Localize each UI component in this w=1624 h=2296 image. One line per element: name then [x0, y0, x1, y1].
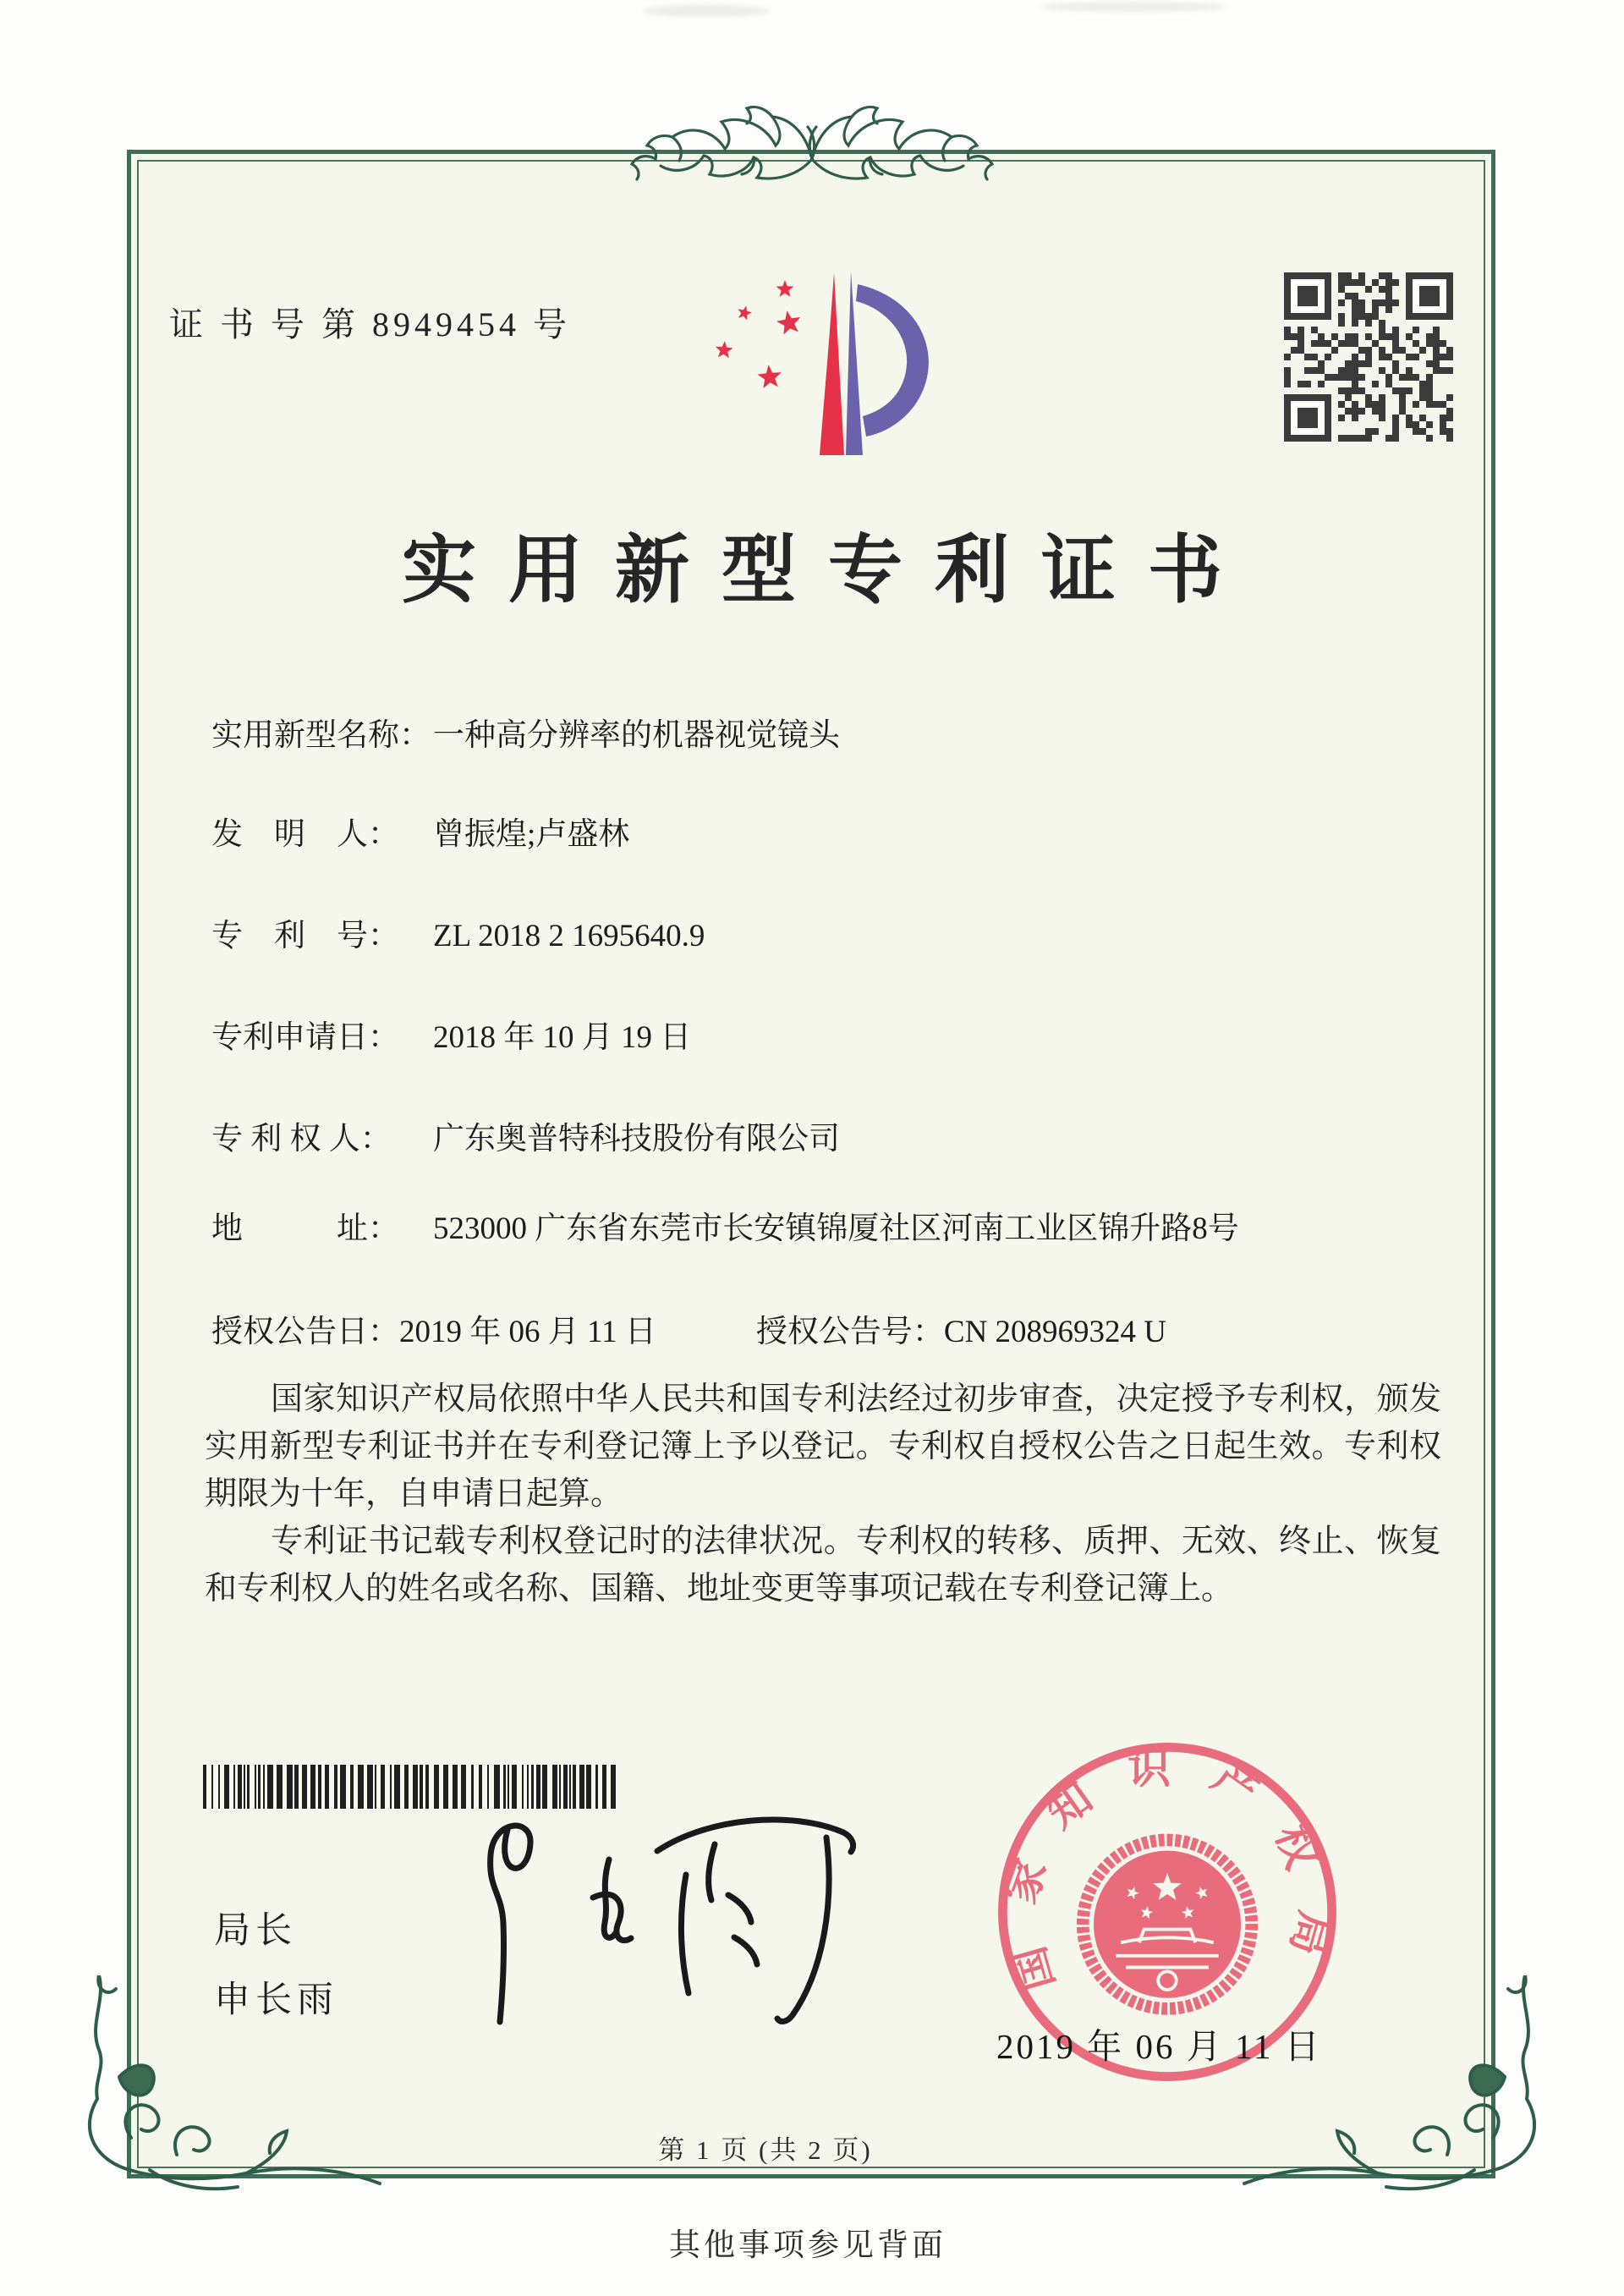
- page-number: 第 1 页 (共 2 页): [658, 2135, 873, 2165]
- field-label: 授权公告日：: [211, 1315, 399, 1349]
- field-row-patent-number: [211, 915, 705, 958]
- star-icon: [757, 365, 781, 388]
- field-value: 2018 年 10 月 19 日: [433, 1020, 692, 1055]
- legal-paragraph-2: 专利证书记载专利权登记时的法律状况。专利权的转移、质押、无效、终止、恢复和专利权人的姓名或名称、国籍、地址变更等事项记载在专利登记簿上。: [205, 1524, 1441, 1607]
- logo-red-spire: [820, 272, 844, 455]
- field-value: 广东奥普特科技股份有限公司: [433, 1122, 840, 1156]
- star-icon: [716, 341, 733, 358]
- field-value: 一种高分辨率的机器视觉镜头: [433, 718, 840, 753]
- field-label: 地 址：: [211, 1211, 399, 1246]
- field-label: 发 明 人：: [211, 817, 399, 852]
- legal-text: [205, 1376, 1441, 1612]
- field-value: ZL 2018 2 1695640.9: [433, 919, 705, 953]
- field-label: 授权公告号：: [755, 1315, 944, 1349]
- national-emblem: [1083, 1840, 1251, 2008]
- field-label: 专利申请日：: [211, 1020, 399, 1055]
- scan-artifact: [643, 5, 770, 17]
- field-label: 实用新型名称：: [211, 718, 431, 753]
- star-icon: [776, 310, 800, 334]
- back-side-note: 其他事项参见背面: [669, 2228, 946, 2263]
- field-value: 523000 广东省东莞市长安镇锦厦社区河南工业区锦升路8号: [433, 1211, 1239, 1246]
- field-label: 专 利 权 人：: [211, 1122, 392, 1156]
- field-label: 专 利 号：: [211, 919, 399, 953]
- field-value: CN 208969324 U: [943, 1315, 1167, 1349]
- certificate-number: 证 书 号 第 8949454 号: [169, 305, 571, 343]
- seal-arc-text: 国家知识产权局: [996, 1744, 1339, 1996]
- certificate-title: 实用新型专利证书: [401, 530, 1254, 612]
- field-row-grant: [211, 1311, 1166, 1354]
- director-title: 局长: [214, 1911, 297, 1951]
- director-signature: [427, 1792, 884, 2046]
- field-value: 2019 年 06 月 11 日: [399, 1315, 656, 1349]
- dragon-ornament-top: [571, 100, 1053, 206]
- scan-artifact: [1040, 2, 1226, 12]
- field-row-patentee: [211, 1118, 840, 1161]
- field-value: 曾振煌;卢盛林: [433, 817, 630, 852]
- seal-date: 2019 年 06 月 11 日: [996, 2027, 1322, 2066]
- field-row-filing-date: [211, 1017, 691, 1059]
- cnipa-logo: [700, 259, 941, 466]
- qr-code: [1284, 272, 1453, 442]
- field-row-utility-model-name: [211, 715, 840, 757]
- field-row-address: [211, 1208, 1249, 1250]
- star-icon: [738, 305, 753, 320]
- legal-paragraph-1: 国家知识产权局依照中华人民共和国专利法经过初步审查，决定授予专利权，颁发实用新型专利证书并在专利登记簿上予以登记。专利权自授权公告之日起生效。专利权期限为十年，自申请日起算。: [205, 1381, 1441, 1512]
- director-name: 申长雨: [214, 1980, 338, 2020]
- star-icon: [776, 280, 794, 297]
- field-row-inventor: [211, 814, 629, 856]
- logo-p-bowl: [856, 284, 929, 437]
